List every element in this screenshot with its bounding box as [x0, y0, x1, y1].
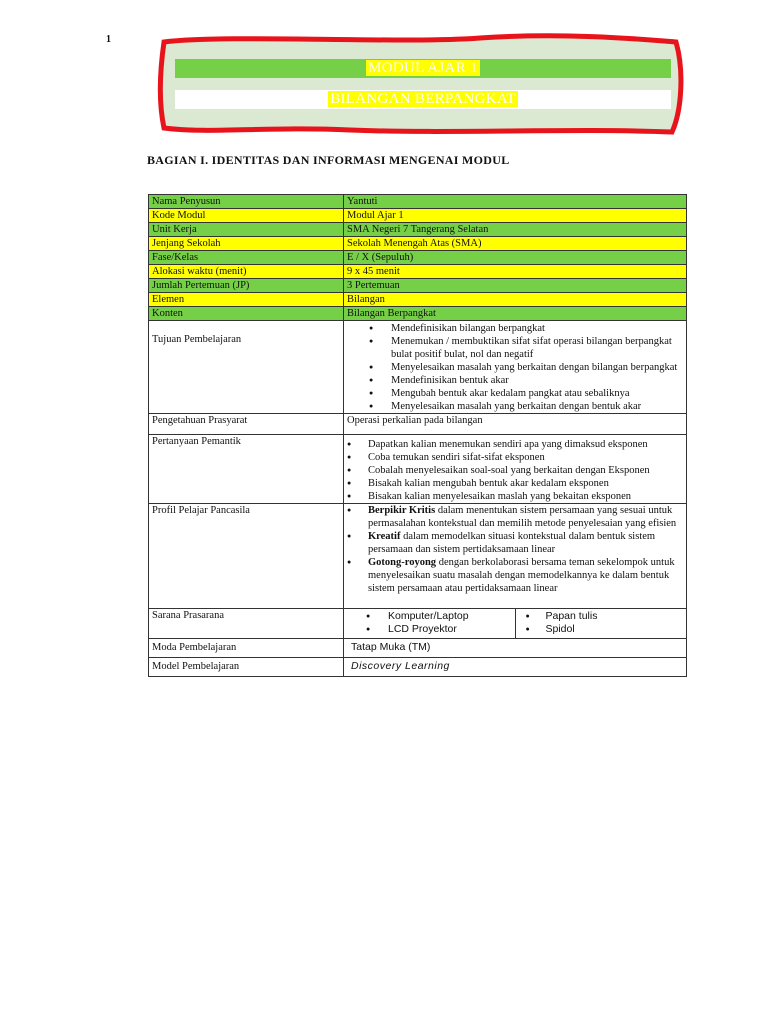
module-identity-table	[148, 194, 687, 677]
list-item	[347, 556, 683, 595]
row-value	[344, 609, 687, 639]
list-item: ● Mendefinisikan bilangan berpangkat	[347, 322, 683, 335]
tujuan-list	[347, 322, 683, 413]
list-item: ● Bisakah kalian mengubah bentuk akar kedalam eksponen	[347, 477, 683, 490]
list-item	[347, 504, 683, 530]
row-label: Jumlah Pertemuan (JP)	[149, 279, 344, 293]
list-item: ● Papan tulis	[516, 610, 687, 623]
prasyarat-row	[149, 414, 687, 435]
row-value: 9 x 45 menit	[344, 265, 687, 279]
profil-keyword: Kreatif	[368, 531, 401, 542]
profil-keyword: Gotong-royong	[368, 557, 437, 568]
list-item: ● Mendefinisikan bentuk akar	[347, 374, 683, 387]
table-row	[149, 237, 687, 251]
list-item: ● LCD Proyektor	[344, 623, 515, 638]
list-item: ● Dapatkan kalian menemukan sendiri apa yang dimaksud eksponen	[347, 438, 683, 451]
pemantik-list	[347, 438, 683, 503]
model-row	[149, 658, 687, 677]
table-row	[149, 223, 687, 237]
profil-text: dalam memodelkan situasi kontekstual dalam bentuk sistem persamaan dan sistem pertidaksamaan linear	[368, 531, 656, 555]
profil-text: dengan berkolaborasi bersama teman sekelompok untuk menyelesaikan suatu masalah dengan memodelkannya ke dalam bentuk sistem persamaan atau pertidaksamaan linear	[368, 557, 675, 594]
profil-keyword: Berpikir Kritis	[368, 505, 436, 516]
row-value	[344, 321, 687, 414]
row-value	[344, 435, 687, 504]
row-label: Alokasi waktu (menit)	[149, 265, 344, 279]
list-item: ● Menyelesaikan masalah yang berkaitan dengan bilangan berpangkat	[347, 361, 683, 374]
row-value: Discovery Learning	[344, 658, 687, 677]
banner-title: MODUL AJAR 1	[368, 60, 478, 76]
row-label: Pengetahuan Prasyarat	[149, 414, 344, 435]
banner-subtitle-row	[175, 90, 671, 109]
profil-text: dalam menentukan sistem persamaan yang sesuai untuk permasalahan kontekstual dan memilih metode penyelesaian yang efisien	[368, 505, 677, 529]
list-item: ● Komputer/Laptop	[344, 610, 515, 623]
row-value: SMA Negeri 7 Tangerang Selatan	[344, 223, 687, 237]
table-row	[149, 209, 687, 223]
row-label: Moda Pembelajaran	[149, 639, 344, 658]
table-row	[149, 293, 687, 307]
list-item: ● Bisakan kalian menyelesaikan maslah yang bekaitan eksponen	[347, 490, 683, 503]
section-title: BAGIAN I. IDENTITAS DAN INFORMASI MENGENAI MODUL	[147, 153, 510, 167]
row-label: Sarana Prasarana	[149, 609, 344, 639]
moda-row	[149, 639, 687, 658]
list-item: ● Menemukan / membuktikan sifat sifat operasi bilangan berpangkat bulat positif bulat, nol dan negatif	[347, 335, 683, 361]
row-value: Bilangan Berpangkat	[344, 307, 687, 321]
row-value: Operasi perkalian pada bilangan	[344, 414, 687, 435]
row-label: Fase/Kelas	[149, 251, 344, 265]
page-number: 1	[106, 34, 111, 45]
list-item	[347, 530, 683, 556]
row-value: Modul Ajar 1	[344, 209, 687, 223]
sarana-columns	[344, 609, 686, 638]
list-item: ● Cobalah menyelesaikan soal-soal yang berkaitan dengan Eksponen	[347, 464, 683, 477]
row-value: Sekolah Menengah Atas (SMA)	[344, 237, 687, 251]
table-row	[149, 265, 687, 279]
row-value: E / X (Sepuluh)	[344, 251, 687, 265]
row-value: 3 Pertemuan	[344, 279, 687, 293]
row-label: Unit Kerja	[149, 223, 344, 237]
list-item: ● Menyelesaikan masalah yang berkaitan dengan bentuk akar	[347, 400, 683, 413]
sarana-list-left	[344, 609, 516, 638]
sarana-list-right	[516, 609, 687, 638]
profil-list	[347, 504, 683, 595]
row-value: Yantuti	[344, 195, 687, 209]
banner-frame	[150, 30, 686, 140]
row-label: Nama Penyusun	[149, 195, 344, 209]
banner-subtitle: BILANGAN BERPANGKAT	[330, 91, 516, 107]
table-row	[149, 195, 687, 209]
row-value	[344, 504, 687, 609]
profil-row	[149, 504, 687, 609]
row-label: Kode Modul	[149, 209, 344, 223]
table-row	[149, 307, 687, 321]
tujuan-row	[149, 321, 687, 414]
row-value: Bilangan	[344, 293, 687, 307]
row-label: Jenjang Sekolah	[149, 237, 344, 251]
sarana-row	[149, 609, 687, 639]
row-value: Tatap Muka (TM)	[344, 639, 687, 658]
table-row	[149, 251, 687, 265]
row-label: Model Pembelajaran	[149, 658, 344, 677]
list-item: ● Mengubah bentuk akar kedalam pangkat atau sebaliknya	[347, 387, 683, 400]
row-label: Tujuan Pembelajaran	[149, 321, 344, 414]
row-label: Profil Pelajar Pancasila	[149, 504, 344, 609]
pemantik-row	[149, 435, 687, 504]
list-item: ● Coba temukan sendiri sifat-sifat eksponen	[347, 451, 683, 464]
table-row	[149, 279, 687, 293]
banner-shape	[160, 36, 681, 132]
list-item: ● Spidol	[516, 623, 687, 636]
row-label: Konten	[149, 307, 344, 321]
banner-title-row	[175, 59, 671, 78]
row-label: Elemen	[149, 293, 344, 307]
row-label: Pertanyaan Pemantik	[149, 435, 344, 504]
